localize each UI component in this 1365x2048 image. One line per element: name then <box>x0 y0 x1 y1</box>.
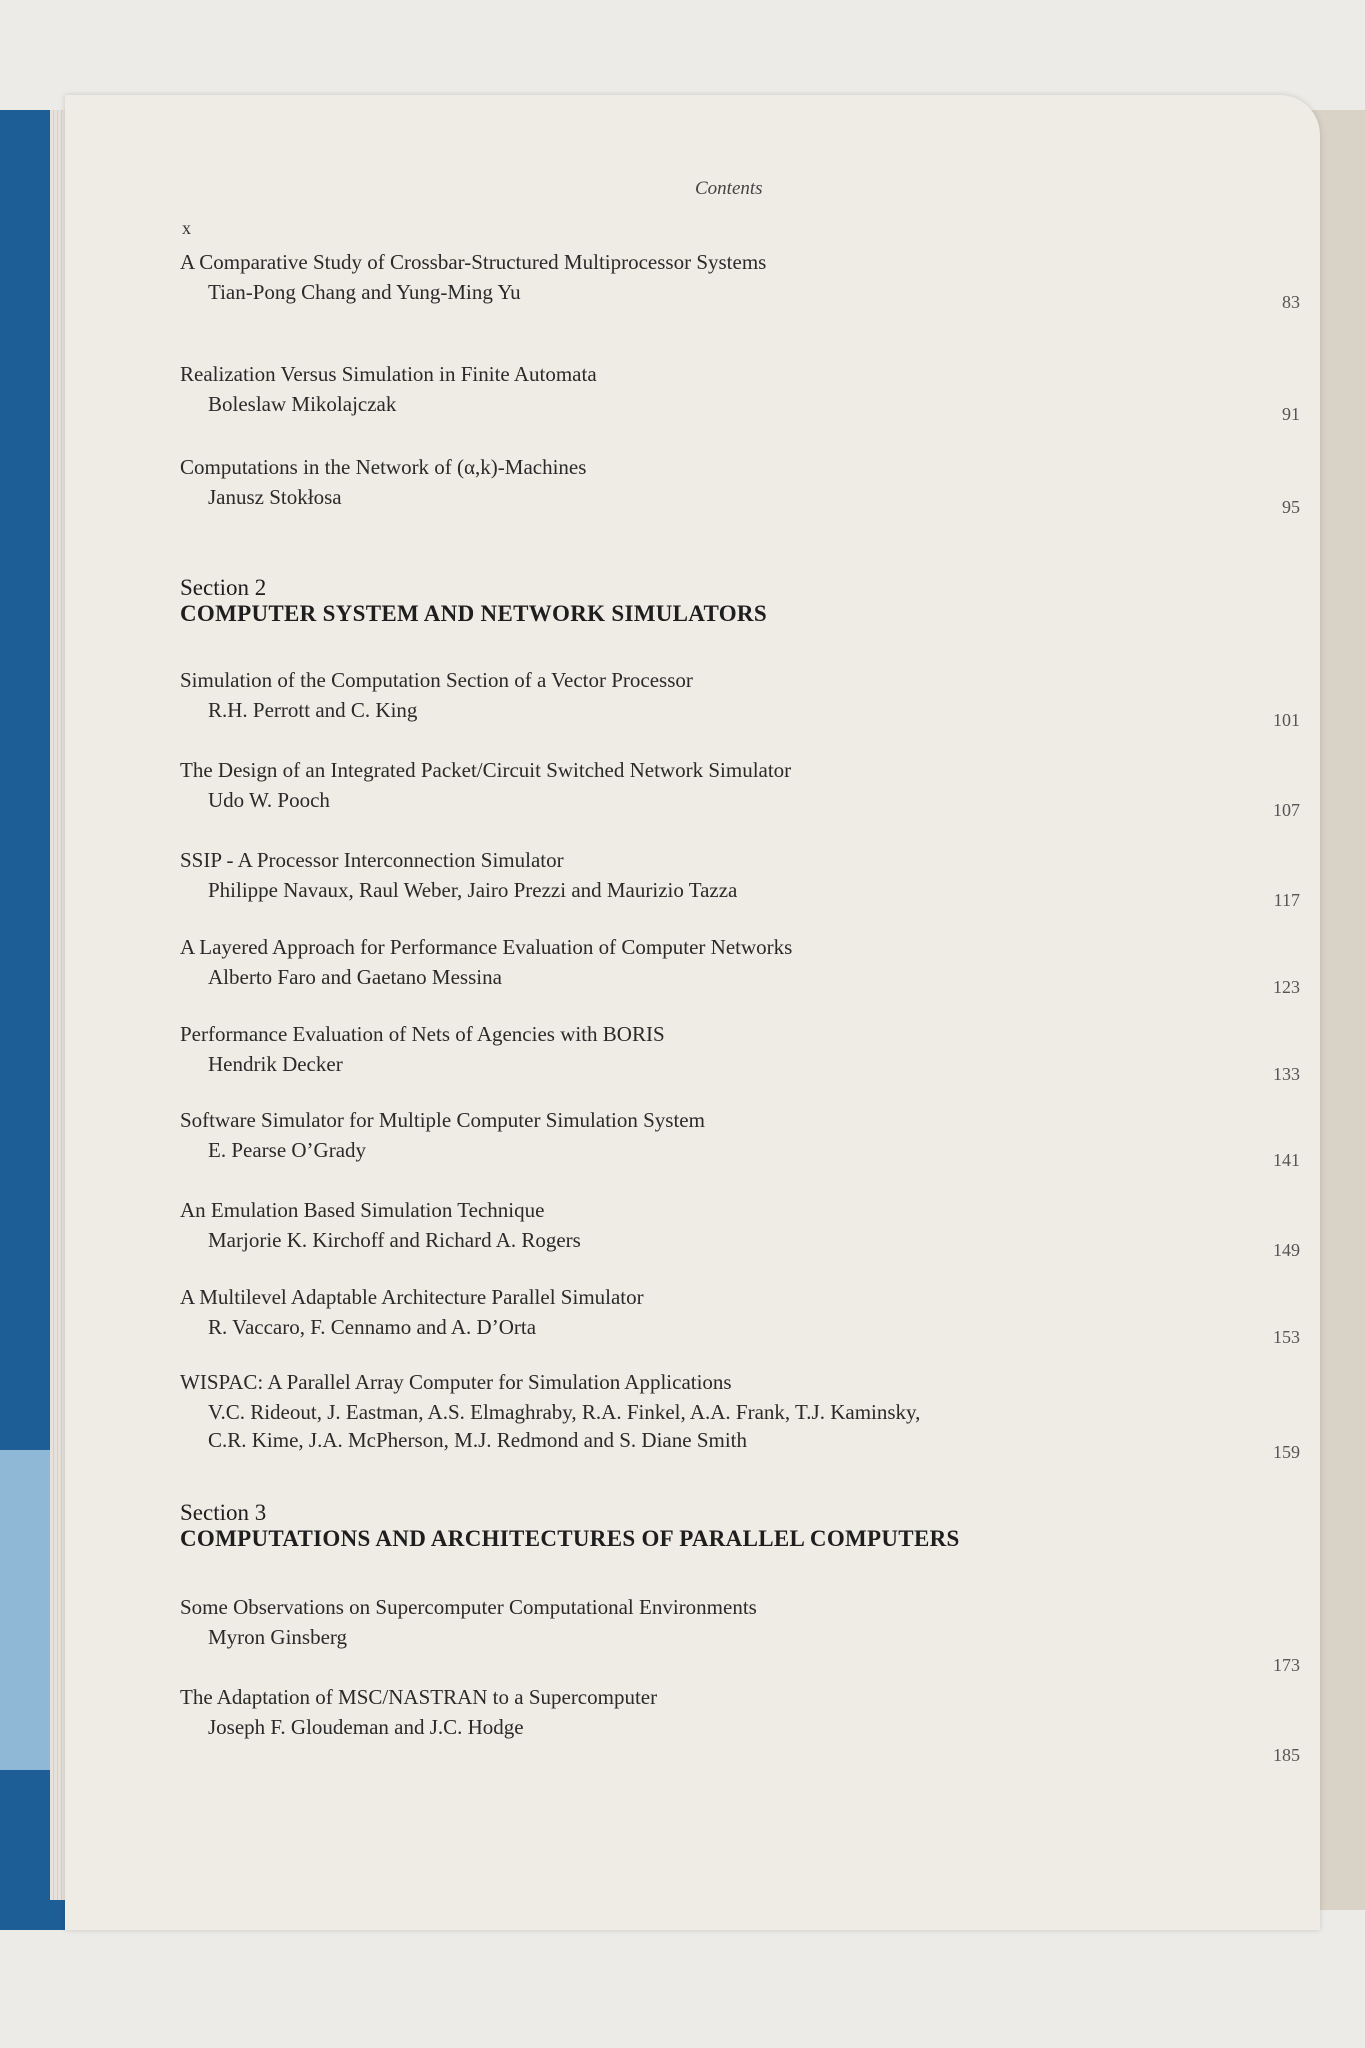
toc-entry <box>180 1108 1300 1178</box>
entry-title: An Emulation Based Simulation Technique <box>180 1198 545 1222</box>
section-name: COMPUTER SYSTEM AND NETWORK SIMULATORS <box>180 601 767 626</box>
section-name: COMPUTATIONS AND ARCHITECTURES OF PARALLEL COMPUTERS <box>180 1526 960 1551</box>
entry-title: The Adaptation of MSC/NASTRAN to a Supercomputer <box>180 1685 658 1709</box>
toc-entry <box>180 1370 1300 1470</box>
entry-authors: Hendrik Decker <box>208 1052 343 1076</box>
toc-entry <box>180 1595 1300 1675</box>
entry-page: 117 <box>1273 890 1300 910</box>
entry-authors: Janusz Stokłosa <box>208 485 342 509</box>
section-heading <box>180 575 767 627</box>
toc-entry <box>180 1285 1300 1355</box>
entry-page: 149 <box>1273 1240 1300 1260</box>
entry-title: A Comparative Study of Crossbar-Structured Multiprocessor Systems <box>180 250 767 274</box>
entry-authors: Marjorie K. Kirchoff and Richard A. Rogers <box>208 1228 581 1252</box>
entry-page: 95 <box>1282 497 1300 517</box>
entry-authors: V.C. Rideout, J. Eastman, A.S. Elmaghraby, R.A. Finkel, A.A. Frank, T.J. Kaminsky, <box>208 1400 921 1424</box>
entry-page: 83 <box>1282 292 1300 312</box>
toc-entry <box>180 250 1300 320</box>
entry-title: The Design of an Integrated Packet/Circuit Switched Network Simulator <box>180 758 792 782</box>
toc-entry <box>180 935 1300 1005</box>
entry-title: Software Simulator for Multiple Computer Simulation System <box>180 1108 705 1132</box>
entry-page: 133 <box>1273 1064 1300 1084</box>
entry-title: WISPAC: A Parallel Array Computer for Simulation Applications <box>180 1370 732 1394</box>
entry-authors: Philippe Navaux, Raul Weber, Jairo Prezzi and Maurizio Tazza <box>208 878 738 902</box>
entry-authors-continued: C.R. Kime, J.A. McPherson, M.J. Redmond and S. Diane Smith <box>208 1428 747 1452</box>
entry-page: 123 <box>1273 977 1300 997</box>
section-heading <box>180 1500 960 1552</box>
entry-page: 173 <box>1273 1655 1300 1675</box>
entry-title: Performance Evaluation of Nets of Agencies with BORIS <box>180 1022 665 1046</box>
entry-authors: Tian-Pong Chang and Yung-Ming Yu <box>208 280 521 304</box>
entry-authors: Alberto Faro and Gaetano Messina <box>208 965 502 989</box>
running-head: Contents <box>695 178 763 199</box>
entry-authors: E. Pearse O’Grady <box>208 1138 367 1162</box>
entry-page: 107 <box>1273 800 1300 820</box>
section-label: Section 3 <box>180 1500 267 1525</box>
toc-entry <box>180 362 1300 432</box>
entry-page: 91 <box>1282 404 1300 424</box>
entry-title: SSIP - A Processor Interconnection Simulator <box>180 848 564 872</box>
toc-entry <box>180 848 1300 918</box>
entry-authors: Udo W. Pooch <box>208 788 330 812</box>
entry-title: Realization Versus Simulation in Finite Automata <box>180 362 597 386</box>
page-number: x <box>182 218 191 238</box>
entry-title: Computations in the Network of (α,k)-Machines <box>180 455 587 479</box>
entry-title: Simulation of the Computation Section of a Vector Processor <box>180 668 693 692</box>
entry-page: 185 <box>1273 1745 1300 1765</box>
entry-page: 141 <box>1273 1150 1300 1170</box>
entry-authors: Joseph F. Gloudeman and J.C. Hodge <box>208 1715 524 1739</box>
toc-entry <box>180 1198 1300 1268</box>
toc-entry <box>180 455 1300 525</box>
toc-entry <box>180 1022 1300 1092</box>
toc-entry <box>180 1685 1300 1765</box>
entry-page: 153 <box>1273 1327 1300 1347</box>
entry-title: Some Observations on Supercomputer Computational Environments <box>180 1595 757 1619</box>
entry-title: A Layered Approach for Performance Evaluation of Computer Networks <box>180 935 793 959</box>
entry-authors: R.H. Perrott and C. King <box>208 698 418 722</box>
entry-page: 101 <box>1273 710 1300 730</box>
toc-entry <box>180 758 1300 828</box>
entry-authors: Myron Ginsberg <box>208 1625 348 1649</box>
toc-entry <box>180 668 1300 738</box>
section-label: Section 2 <box>180 575 267 600</box>
entry-authors: Boleslaw Mikolajczak <box>208 392 397 416</box>
entry-authors: R. Vaccaro, F. Cennamo and A. D’Orta <box>208 1315 537 1339</box>
entry-title: A Multilevel Adaptable Architecture Parallel Simulator <box>180 1285 644 1309</box>
entry-page: 159 <box>1273 1442 1300 1462</box>
